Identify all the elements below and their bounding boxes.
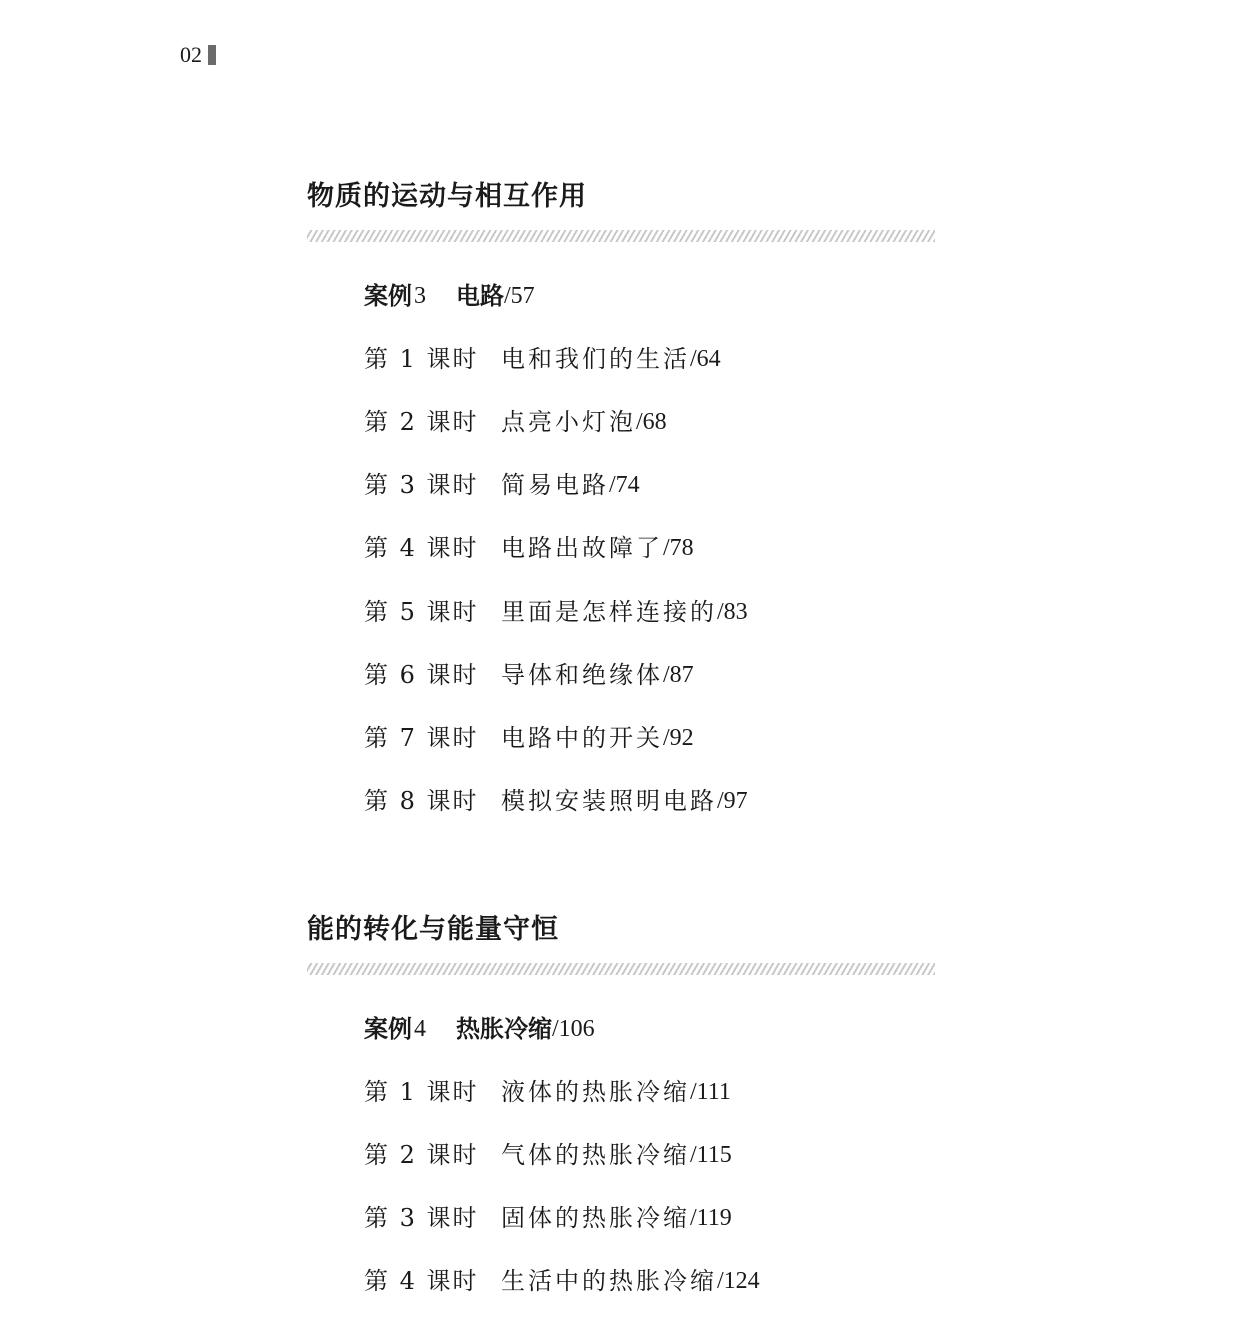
lesson-page: /68 xyxy=(636,409,667,435)
lesson-title: 气体的热胀冷缩 xyxy=(501,1141,690,1169)
toc-entry[interactable] xyxy=(364,723,694,753)
lesson-label: 第 6 课时 xyxy=(364,661,479,689)
page-number-marker xyxy=(208,45,216,65)
lesson-page: /83 xyxy=(717,599,748,625)
lesson-label: 第 2 课时 xyxy=(364,408,479,436)
lesson-label: 第 4 课时 xyxy=(364,534,479,562)
toc-entry[interactable] xyxy=(364,1266,760,1296)
lesson-page: /87 xyxy=(663,662,694,688)
toc-entry[interactable] xyxy=(364,470,640,500)
lesson-title: 导体和绝缘体 xyxy=(501,661,663,689)
lesson-page: /78 xyxy=(663,535,694,561)
page-number xyxy=(180,42,216,68)
lesson-label: 第 3 课时 xyxy=(364,1204,479,1232)
case-label: 案例 xyxy=(364,282,412,310)
lesson-page: /97 xyxy=(717,788,748,814)
case-page: /106 xyxy=(552,1016,595,1042)
case-page: /57 xyxy=(504,283,535,309)
lesson-label: 第 5 课时 xyxy=(364,598,479,626)
lesson-title: 电和我们的生活 xyxy=(501,345,690,373)
lesson-title: 电路出故障了 xyxy=(501,534,663,562)
page-number-text: 02 xyxy=(180,42,202,67)
case-heading[interactable] xyxy=(364,281,535,311)
toc-entry[interactable] xyxy=(364,533,694,563)
lesson-title: 电路中的开关 xyxy=(501,724,663,752)
toc-entry[interactable] xyxy=(364,407,667,437)
toc-entry[interactable] xyxy=(364,1140,732,1170)
lesson-title: 固体的热胀冷缩 xyxy=(501,1204,690,1232)
case-number: 3 xyxy=(414,283,426,309)
lesson-page: /115 xyxy=(690,1142,732,1168)
case-number: 4 xyxy=(414,1016,426,1042)
lesson-page: /111 xyxy=(690,1079,731,1105)
lesson-page: /92 xyxy=(663,725,694,751)
section-motion-interaction xyxy=(307,180,935,242)
lesson-label: 第 1 课时 xyxy=(364,1078,479,1106)
lesson-label: 第 4 课时 xyxy=(364,1267,479,1295)
lesson-page: /64 xyxy=(690,346,721,372)
toc-entry[interactable] xyxy=(364,660,694,690)
case-title: 热胀冷缩 xyxy=(456,1015,552,1043)
section-divider xyxy=(307,230,935,242)
case-title: 电路 xyxy=(456,282,504,310)
section-energy-conversion xyxy=(307,913,935,975)
lesson-page: /74 xyxy=(609,472,640,498)
lesson-page: /119 xyxy=(690,1205,732,1231)
section-title: 能的转化与能量守恒 xyxy=(307,914,559,945)
section-divider xyxy=(307,963,935,975)
lesson-title: 模拟安装照明电路 xyxy=(501,787,717,815)
toc-entry[interactable] xyxy=(364,1203,732,1233)
toc-entry[interactable] xyxy=(364,597,748,627)
case-label: 案例 xyxy=(364,1015,412,1043)
toc-entry[interactable] xyxy=(364,786,748,816)
lesson-label: 第 1 课时 xyxy=(364,345,479,373)
lesson-page: /124 xyxy=(717,1268,760,1294)
toc-entry[interactable] xyxy=(364,344,721,374)
lesson-title: 液体的热胀冷缩 xyxy=(501,1078,690,1106)
lesson-title: 点亮小灯泡 xyxy=(501,408,636,436)
case-heading[interactable] xyxy=(364,1014,595,1044)
lesson-label: 第 8 课时 xyxy=(364,787,479,815)
lesson-label: 第 2 课时 xyxy=(364,1141,479,1169)
section-title: 物质的运动与相互作用 xyxy=(307,181,587,212)
lesson-title: 里面是怎样连接的 xyxy=(501,598,717,626)
lesson-label: 第 7 课时 xyxy=(364,724,479,752)
lesson-title: 简易电路 xyxy=(501,471,609,499)
lesson-label: 第 3 课时 xyxy=(364,471,479,499)
lesson-title: 生活中的热胀冷缩 xyxy=(501,1267,717,1295)
toc-entry[interactable] xyxy=(364,1077,731,1107)
